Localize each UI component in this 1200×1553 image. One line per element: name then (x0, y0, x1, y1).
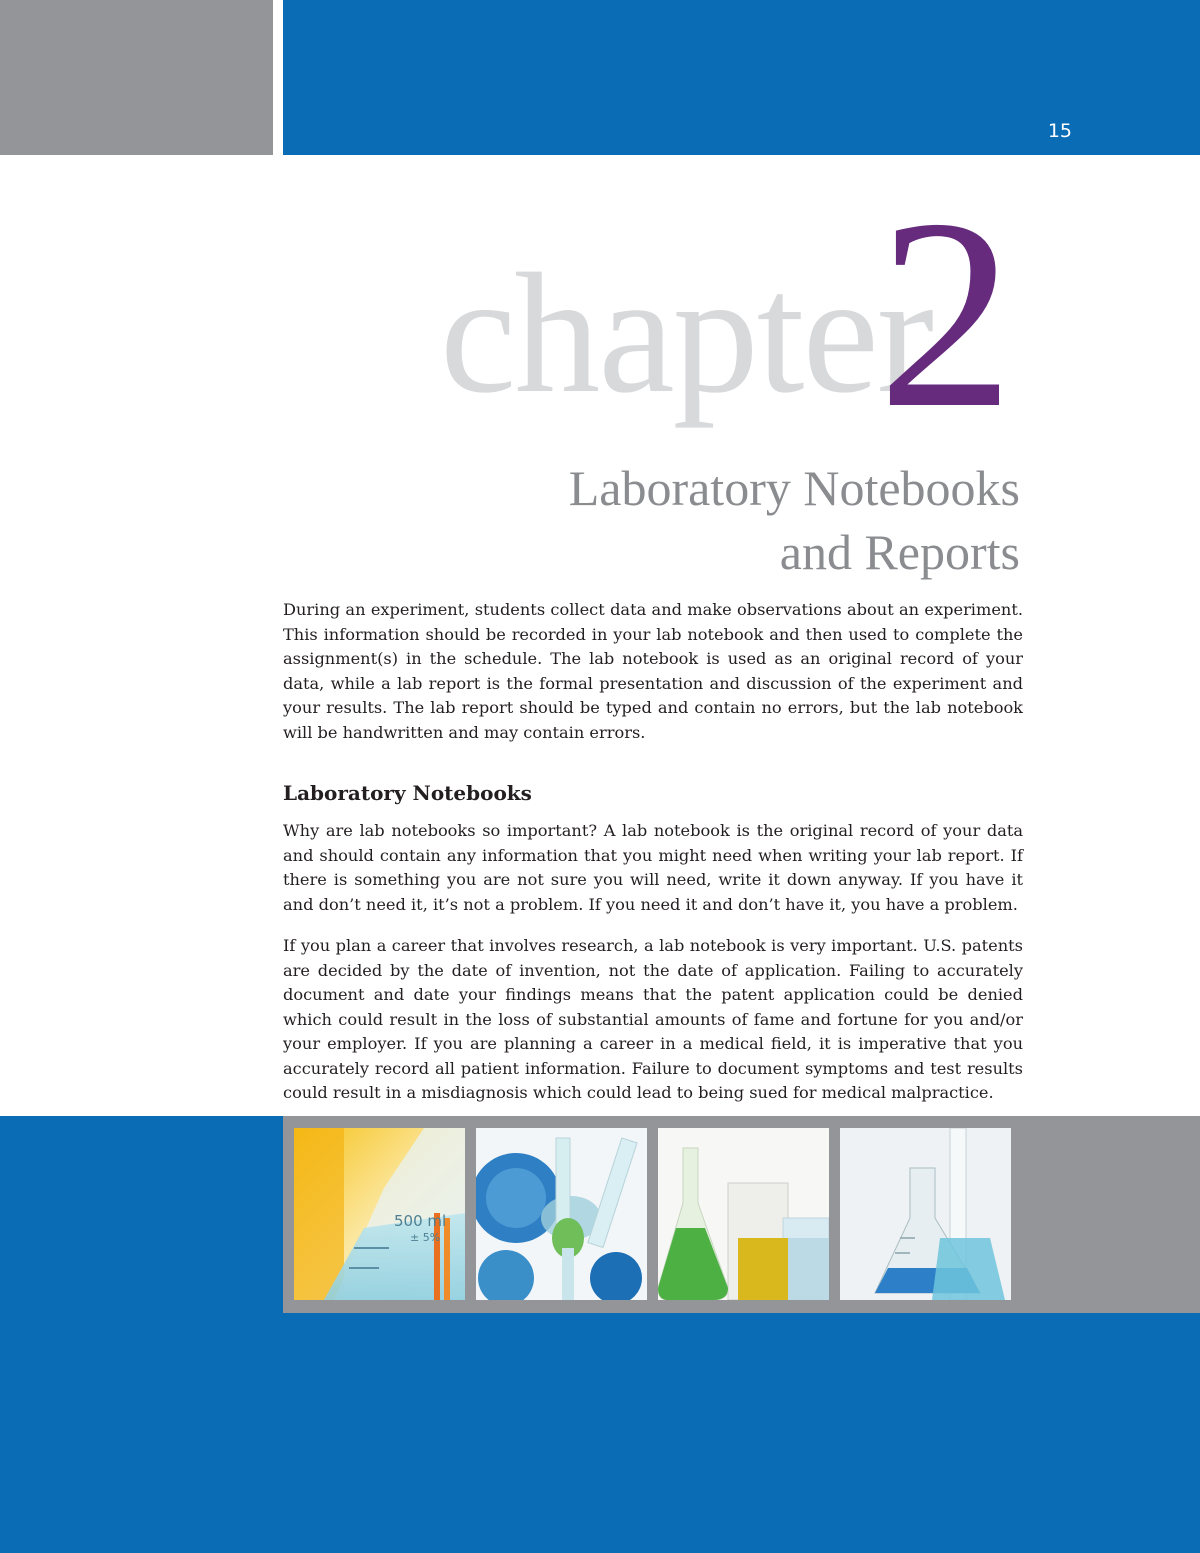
flask-photo-3 (658, 1128, 829, 1300)
page-number: 15 (1047, 120, 1072, 142)
colored-beakers-image (658, 1128, 829, 1300)
flask-yellow-image (294, 1128, 465, 1300)
flask-photo-4 (840, 1128, 1011, 1300)
flask-photo-2 (476, 1128, 647, 1300)
chapter-title-line2: and Reports (779, 524, 1020, 580)
erlenmeyer-flask-image (840, 1128, 1011, 1300)
chapter-number: 2 (878, 163, 1014, 464)
flask-photo-1 (294, 1128, 465, 1300)
flask-tolerance-label: ± 5% (410, 1231, 441, 1244)
section-heading: Laboratory Notebooks (283, 781, 532, 805)
chapter-word: chapter (440, 239, 933, 429)
corner-gray-block (0, 0, 273, 155)
chapter-title-line1: Laboratory Notebooks (568, 460, 1020, 516)
blue-flasks-image (476, 1128, 647, 1300)
body-paragraph: Why are lab notebooks so important? A lab notebook is the original record of your data and should contain any information that you might need when writing your lab report. If there is something you are not sure you will need, write it down anyway. If you have it and don’t need it, it’s not a problem. If you need it and don’t have it, you have a problem. (283, 821, 1023, 914)
intro-paragraph: During an experiment, students collect data and make observations about an experiment. This information should be recorded in your lab notebook and then used to complete the assignment(s) in the schedule. The lab notebook is used as an original record of your data, while a lab report is the formal presentation and discussion of the experiment and your results. The lab report should be typed and contain no errors, but the lab notebook will be handwritten and may contain errors. (283, 600, 1023, 742)
body-paragraph: If you plan a career that involves research, a lab notebook is very important. U.S. patents are decided by the date of invention, not the date of application. Failing to accurately document and date your findings means that the patent application could be denied which could result in the loss of substantial amounts of fame and fortune for you and/or your employer. If you are planning a career in a medical field, it is imperative that you accurately record all patient information. Failure to document symptoms and test results could result in a misdiagnosis which could lead to being sued for medical malpractice. (283, 936, 1023, 1102)
chapter-title (380, 456, 1020, 584)
flask-volume-label: 500 ml (394, 1212, 447, 1230)
